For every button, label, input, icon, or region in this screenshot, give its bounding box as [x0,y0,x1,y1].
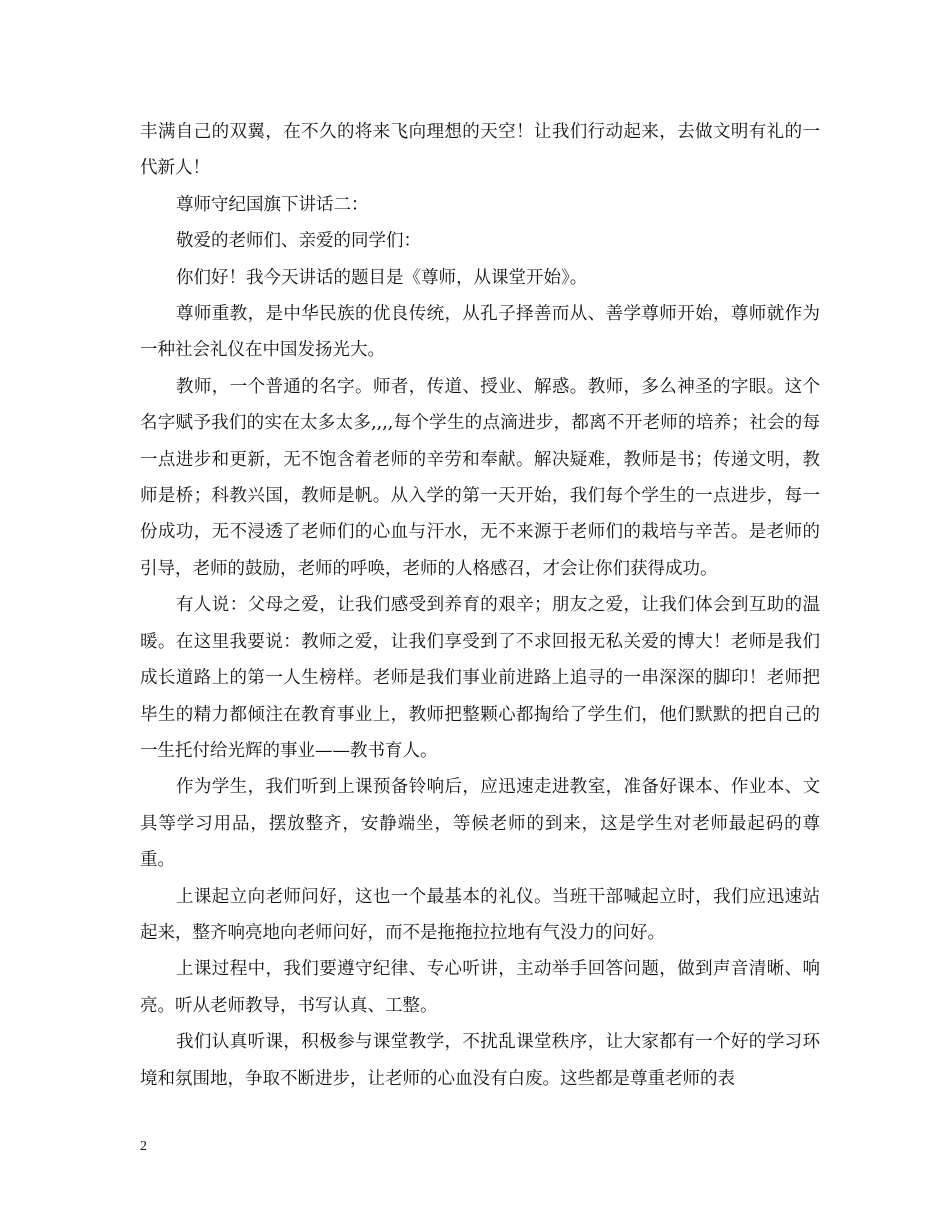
body-paragraph: 上课起立向老师问好，这也一个最基本的礼仪。当班干部喊起立时，我们应迅速站起来，整齐响亮地向老师问好，而不是拖拖拉拉地有气没力的问好。 [140,886,820,943]
document-body [140,114,820,1097]
body-paragraph: 教师，一个普通的名字。师者，传道、授业、解惑。教师，多么神圣的字眼。这个名字赋予我们的实在太多太多,,,,每个学生的点滴进步，都离不开老师的培养；社会的每一点进步和更新，无不饱含着老师的辛劳和奉献。解决疑难，教师是书；传递文明，教师是桥；科教兴国，教师是帆。从入学的第一天开始，我们每个学生的一点进步，每一份成功，无不浸透了老师们的心血与汗水，无不来源于老师们的栽培与辛苦。是老师的引导，老师的鼓励，老师的呼唤，老师的人格感召，才会让你们获得成功。 [140,376,820,579]
body-paragraph: 上课过程中，我们要遵守纪律、专心听讲，主动举手回答问题，做到声音清晰、响亮。听从老师教导，书写认真、工整。 [140,959,820,1016]
salutation: 敬爱的老师们、亲爱的同学们： [176,231,421,252]
body-paragraph: 尊师重教，是中华民族的优良传统，从孔子择善而从、善学尊师开始，尊师就作为一种社会礼仪在中国发扬光大。 [140,304,820,361]
body-paragraph: 有人说：父母之爱，让我们感受到养育的艰辛；朋友之爱，让我们体会到互助的温暖。在这里我要说：教师之爱，让我们享受到了不求回报无私关爱的博大！老师是我们成长道路上的第一人生榜样。老师是我们事业前进路上追寻的一串深深的脚印！老师把毕生的精力都倾注在教育事业上，教师把整颗心都掏给了学生们，他们默默的把自己的一生托付给光辉的事业——教书育人。 [140,595,820,761]
body-paragraph: 作为学生，我们听到上课预备铃响后，应迅速走进教室，准备好课本、作业本、文具等学习用品，摆放整齐，安静端坐，等候老师的到来，这是学生对老师最起码的尊重。 [140,777,820,871]
speech-heading: 尊师守纪国旗下讲话二： [176,194,369,215]
greeting-paragraph: 你们好！我今天讲话的题目是《尊师，从课堂开始》。 [176,267,588,288]
page-number: 2 [140,1139,147,1154]
paragraph-continuation: 丰满自己的双翼，在不久的将来飞向理想的天空！让我们行动起来，去做文明有礼的一代新人！ [140,122,820,179]
body-paragraph: 我们认真听课，积极参与课堂教学，不扰乱课堂秩序，让大家都有一个好的学习环境和氛围地，争取不断进步，让老师的心血没有白废。这些都是尊重老师的表 [140,1032,820,1089]
